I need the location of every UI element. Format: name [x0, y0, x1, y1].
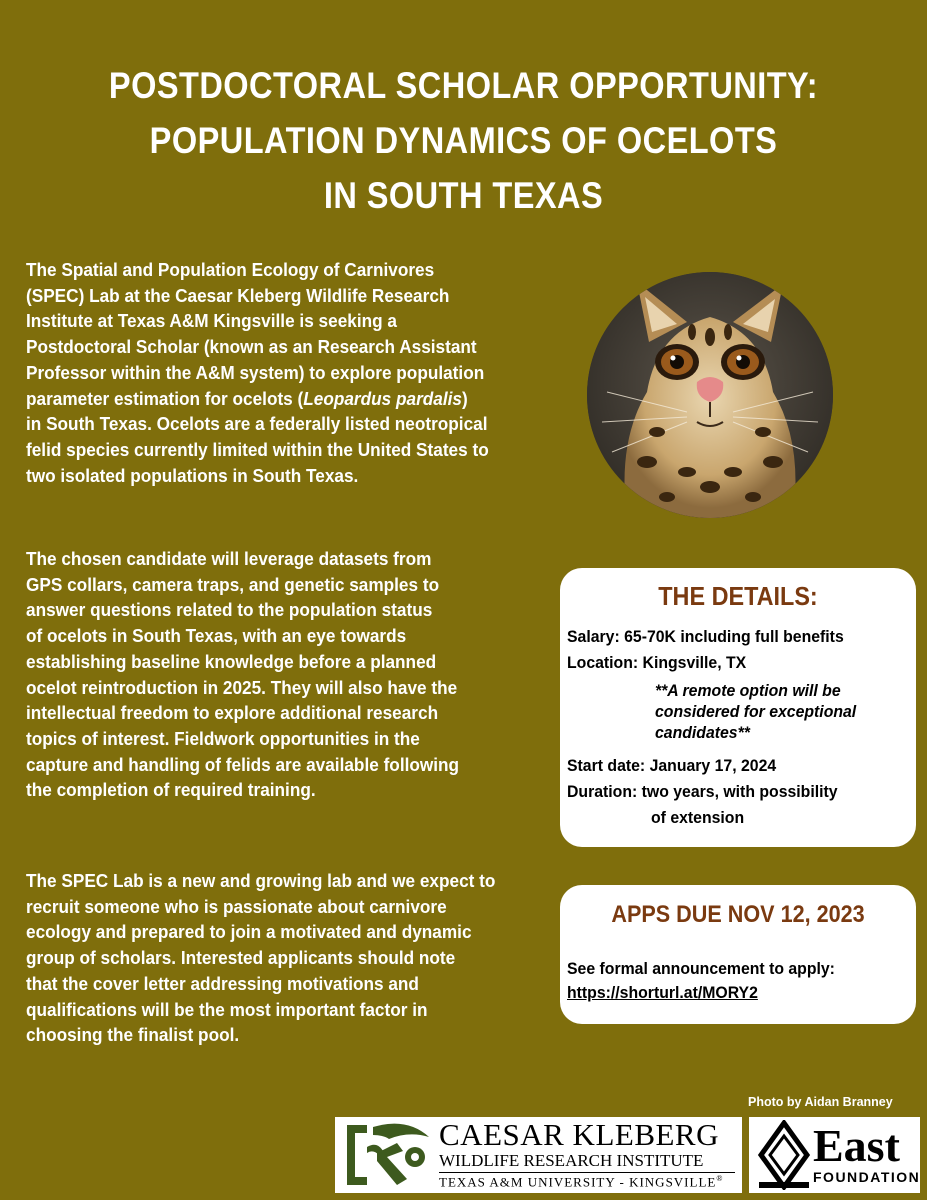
- text-line: GPS collars, camera traps, and genetic samples to: [26, 573, 440, 595]
- intro-paragraph: [26, 257, 547, 488]
- text-line: the completion of required training.: [26, 779, 316, 801]
- text-line: qualifications will be the most important factor in: [26, 998, 428, 1020]
- apply-link[interactable]: https://shorturl.at/MORY2: [567, 983, 758, 1002]
- note-line: candidates**: [655, 723, 750, 742]
- text-line: Postdoctoral Scholar (known as an Research Assistant: [26, 336, 477, 358]
- text-line: The Spatial and Population Ecology of Carnivores: [26, 259, 435, 280]
- text-fragment: ): [461, 387, 468, 409]
- ck-university: [439, 1174, 723, 1190]
- remote-note: [655, 680, 856, 743]
- text-line: (SPEC) Lab at the Caesar Kleberg Wildlife Research: [26, 284, 450, 306]
- caesar-kleberg-logo: [335, 1117, 742, 1193]
- photo-credit: Photo by Aidan Branney: [748, 1095, 893, 1109]
- text-line: answer questions related to the population status: [26, 599, 433, 621]
- text-line: establishing baseline knowledge before a planned: [26, 650, 437, 672]
- duration-cont-line: of extension: [651, 808, 745, 827]
- text-line: topics of interest. Fieldwork opportunities in the: [26, 727, 420, 749]
- candidate-paragraph: [26, 546, 547, 803]
- salary-line: Salary: 65-70K including full benefits: [567, 627, 844, 646]
- text-line: capture and handling of felids are available following: [26, 753, 460, 775]
- ck-institute: WILDLIFE RESEARCH INSTITUTE: [439, 1151, 704, 1170]
- text-line: of ocelots in South Texas, with an eye towards: [26, 625, 407, 647]
- title-line-3: IN SOUTH TEXAS: [323, 175, 604, 216]
- text-line: recruit someone who is passionate about carnivore: [26, 895, 447, 917]
- text-line: The chosen candidate will leverage datasets from: [26, 548, 432, 569]
- details-card: [560, 568, 916, 847]
- apps-card: [560, 885, 916, 1024]
- details-heading: THE DETAILS:: [658, 581, 818, 611]
- text-fragment: parameter estimation for ocelots (: [26, 387, 304, 409]
- lab-paragraph: [26, 868, 547, 1048]
- title-line-1: POSTDOCTORAL SCHOLAR OPPORTUNITY:: [108, 65, 819, 106]
- east-foundation-text: FOUNDATION: [813, 1169, 921, 1185]
- apps-text: [567, 957, 835, 1005]
- location-line: Location: Kingsville, TX: [567, 653, 747, 672]
- species-name: Leopardus pardalis: [303, 387, 462, 409]
- ck-name: CAESAR KLEBERG: [439, 1117, 719, 1152]
- apps-instruction: See formal announcement to apply:: [567, 959, 835, 978]
- text-line: ecology and prepared to join a motivated and dynamic: [26, 921, 472, 943]
- text-line: intellectual freedom to explore additional research: [26, 702, 439, 724]
- page-title: [56, 58, 872, 223]
- text-line: two isolated populations in South Texas.: [26, 464, 359, 486]
- text-line: that the cover letter addressing motivations and: [26, 972, 419, 994]
- note-line: considered for exceptional: [655, 702, 857, 721]
- ocelot-illustration: [587, 272, 833, 518]
- text-line: Institute at Texas A&M Kingsville is seeking a: [26, 310, 397, 332]
- text-line: group of scholars. Interested applicants should note: [26, 947, 456, 969]
- text-line-species: [26, 386, 547, 412]
- text-line: choosing the finalist pool.: [26, 1024, 240, 1046]
- east-foundation-logo: [749, 1117, 920, 1193]
- ck-university-text: TEXAS A&M UNIVERSITY - KINGSVILLE: [439, 1174, 717, 1190]
- title-line-2: POPULATION DYNAMICS OF OCELOTS: [149, 120, 778, 161]
- text-line: felid species currently limited within the United States to: [26, 438, 489, 460]
- ocelot-photo: [587, 272, 833, 518]
- text-line: ocelot reintroduction in 2025. They will also have the: [26, 676, 458, 698]
- ck-emblem-icon: [337, 1117, 437, 1193]
- ck-divider: [439, 1172, 735, 1173]
- east-diamond-icon: [755, 1120, 813, 1190]
- registered-mark: ®: [716, 1174, 724, 1183]
- duration-line: Duration: two years, with possibility: [567, 782, 838, 801]
- text-line: Professor within the A&M system) to explore population: [26, 361, 485, 383]
- text-line: The SPEC Lab is a new and growing lab and we expect to: [26, 870, 496, 891]
- note-line: **A remote option will be: [655, 681, 841, 700]
- apps-heading: APPS DUE NOV 12, 2023: [611, 901, 865, 928]
- text-line: in South Texas. Ocelots are a federally listed neotropical: [26, 413, 488, 435]
- east-word: East: [813, 1120, 900, 1171]
- start-date-line: Start date: January 17, 2024: [567, 756, 777, 775]
